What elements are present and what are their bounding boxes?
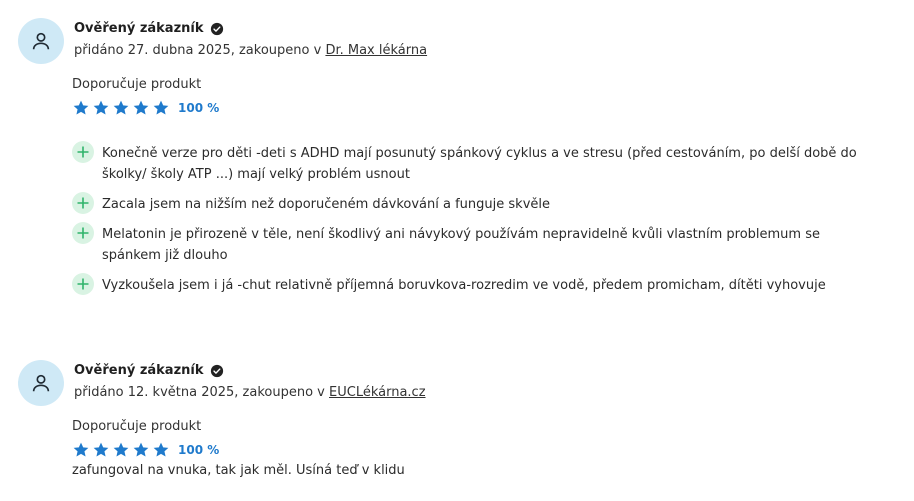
author-name: Ověřený zákazník bbox=[74, 363, 204, 378]
pro-text: Melatonin je přirozeně v těle, není škodlivý ani návykový používám nepravidelně kvůli vlastním problemum se spánkem již dlouho bbox=[102, 227, 820, 263]
pro-item bbox=[72, 224, 872, 266]
pro-text: Vyzkoušela jsem i já -chut relativně příjemná boruvkova-rozredim ve vodě, předem promicham, dítěti vyhovuje bbox=[102, 278, 826, 293]
review-author bbox=[74, 363, 224, 378]
rating bbox=[72, 99, 219, 117]
user-icon bbox=[30, 30, 52, 52]
pro-item bbox=[72, 194, 872, 215]
user-icon bbox=[30, 372, 52, 394]
star-icon bbox=[152, 441, 170, 459]
plus-icon bbox=[72, 273, 94, 295]
pros-list bbox=[72, 143, 872, 305]
store-link[interactable]: EUCLékárna.cz bbox=[329, 385, 426, 400]
review-author bbox=[74, 21, 224, 36]
avatar bbox=[18, 360, 64, 406]
avatar bbox=[18, 18, 64, 64]
star-icon bbox=[132, 441, 150, 459]
review-date: přidáno 27. dubna 2025, zakoupeno v bbox=[74, 43, 326, 58]
plus-icon bbox=[72, 141, 94, 163]
plus-icon bbox=[72, 222, 94, 244]
recommend-label: Doporučuje produkt bbox=[72, 77, 202, 92]
star-icon bbox=[112, 441, 130, 459]
review-meta bbox=[74, 43, 427, 58]
recommend-label: Doporučuje produkt bbox=[72, 419, 202, 434]
review-date: přidáno 12. května 2025, zakoupeno v bbox=[74, 385, 330, 400]
rating-percent: 100 % bbox=[178, 443, 220, 457]
pro-text: Zacala jsem na nižším než doporučeném dávkování a funguje skvěle bbox=[102, 197, 550, 212]
plus-icon bbox=[72, 192, 94, 214]
store-link[interactable]: Dr. Max lékárna bbox=[325, 43, 428, 58]
star-icon bbox=[92, 441, 110, 459]
review-meta bbox=[74, 385, 426, 400]
star-icon bbox=[132, 99, 150, 117]
pro-item bbox=[72, 143, 872, 185]
rating-percent: 100 % bbox=[178, 101, 220, 115]
verified-check-icon bbox=[210, 364, 224, 378]
star-rating bbox=[72, 441, 170, 459]
star-icon bbox=[152, 99, 170, 117]
rating bbox=[72, 441, 219, 459]
star-icon bbox=[92, 99, 110, 117]
review-comment: zafungoval na vnuka, tak jak měl. Usíná teď v klidu bbox=[72, 463, 405, 478]
star-icon bbox=[72, 99, 90, 117]
author-name: Ověřený zákazník bbox=[74, 21, 204, 36]
pro-text: Konečně verze pro děti -deti s ADHD mají posunutý spánkový cyklus a ve stresu (před cestováním, po delší době do školky/ školy ATP ...) mají velký problém usnout bbox=[102, 146, 857, 182]
star-rating bbox=[72, 99, 170, 117]
star-icon bbox=[112, 99, 130, 117]
pro-item bbox=[72, 275, 872, 296]
verified-check-icon bbox=[210, 22, 224, 36]
star-icon bbox=[72, 441, 90, 459]
